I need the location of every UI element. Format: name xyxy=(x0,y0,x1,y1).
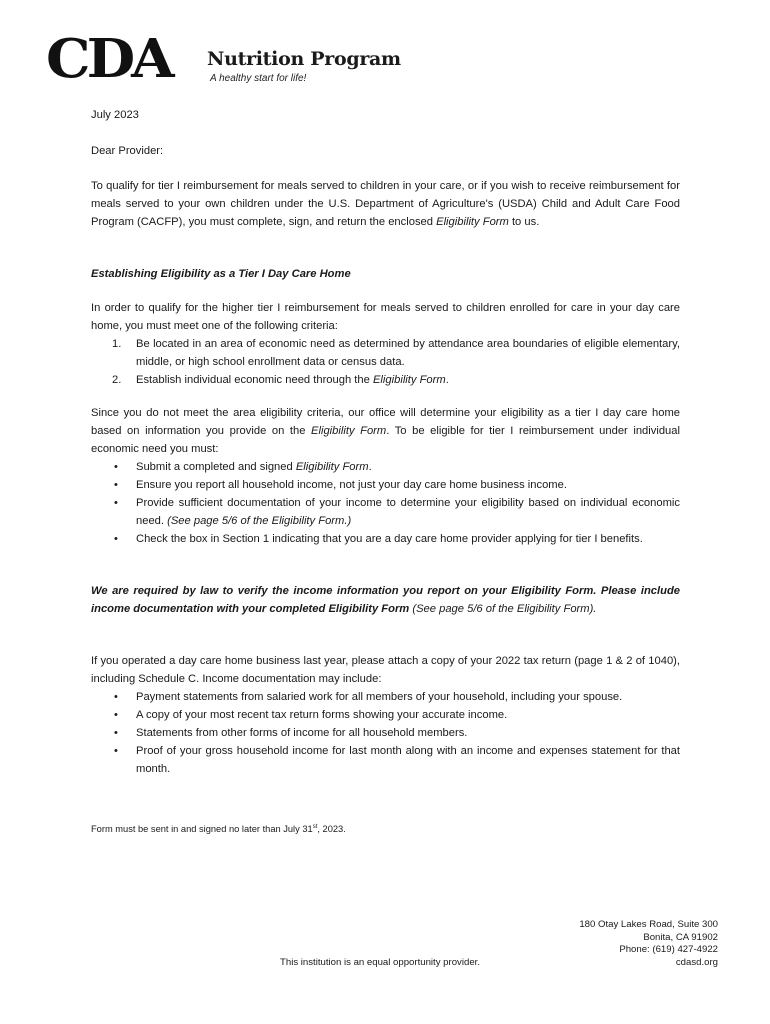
list-item: • A copy of your most recent tax return forms showing your accurate income. xyxy=(91,706,680,724)
website-link[interactable]: cdasd.org xyxy=(675,956,718,968)
list-item: • Proof of your gross household income for last month along with an income and expenses statement for that month. xyxy=(91,742,680,778)
footer-address xyxy=(579,919,718,969)
deadline-notice: Form must be sent in and signed no later than July 31st, 2023. xyxy=(91,824,346,835)
section-heading: Establishing Eligibility as a Tier I Day Care Home xyxy=(91,268,351,280)
list-item: • Provide sufficient documentation of your income to determine your eligibility based on individual economic need. (See page 5/6 of the Eligibility Form.) xyxy=(91,494,680,530)
list-item: • Check the box in Section 1 indicating that you are a day care home provider applying for tier I benefits. xyxy=(91,530,680,548)
bullet-icon: • xyxy=(114,709,118,721)
cda-logo xyxy=(46,27,191,91)
list-item: • Statements from other forms of income for all household members. xyxy=(91,724,680,742)
bullet-icon: • xyxy=(114,745,118,757)
criteria-section xyxy=(91,299,680,389)
program-header xyxy=(207,48,401,84)
intro-paragraph: To qualify for tier I reimbursement for meals served to children in your care, or if you wish to receive reimbursement for meals served to your own children under the U.S. Department of Agriculture's (USDA) Child and Adult Care Food Program (CACFP), you must complete, sign, and return the enclosed Eligibility Form to us. xyxy=(91,180,680,228)
determination-section: Since you do not meet the area eligibility criteria, our office will determine your eligibility as a tier I day care home based on information you provide on the Eligibility Form. To be eligible for tier I reimbursement under individual economic need you must: • Submit a completed and signed Eligibility Form. • Ensure you report all household income, not just your day care home business income. • Provide sufficient documentation of your income to determine your eligibility based on individual economic need. (See page 5/6 of the Eligibility Form.) • Check the box in Section 1 indicating that you are a day care home provider applying for tier I benefits. xyxy=(91,404,680,548)
program-title: Nutrition Program xyxy=(207,48,401,70)
program-tagline: A healthy start for life! xyxy=(210,73,307,84)
address-line1: 180 Otay Lakes Road, Suite 300 xyxy=(579,919,718,930)
equal-opportunity-statement: This institution is an equal opportunity provider. xyxy=(280,957,480,968)
list-item: 1. Be located in an area of economic need as determined by attendance area boundaries of eligible elementary, middle, or high school enrollment data or census data. xyxy=(112,338,680,368)
bullet-icon: • xyxy=(114,727,118,739)
logo-text: CDA xyxy=(46,27,171,91)
law-notice: We are required by law to verify the income information you report on your Eligibility Form. Please include income documentation with your completed Eligibility Form (See page 5/6 of the Eligibility Form). xyxy=(91,585,680,615)
list-item: • Ensure you report all household income, not just your day care home business income. xyxy=(91,476,680,494)
criteria-intro: In order to qualify for the higher tier I reimbursement for meals served to children enrolled for care in your day care home, you must meet one of the following criteria: xyxy=(91,302,680,332)
bullet-icon: • xyxy=(114,479,118,491)
letter-date: July 2023 xyxy=(91,109,139,121)
documentation-list xyxy=(91,688,680,778)
list-item: 2. Establish individual economic need through the Eligibility Form. xyxy=(112,374,449,386)
address-line2: Bonita, CA 91902 xyxy=(643,931,718,943)
phone-number: Phone: (619) 427-4922 xyxy=(619,944,718,955)
tax-documentation-section: If you operated a day care home business last year, please attach a copy of your 2022 tax return (page 1 & 2 of 1040), including Schedule C. Income documentation may include: • Payment statements from salaried work for all members of your household, including your spouse. • A copy of your most recent tax return forms showing your accurate income. • Statements from other forms of income for all household members. • Proof of your gross household income for last month along with an income and expenses statement for that month. xyxy=(91,652,680,778)
bullet-icon: • xyxy=(114,533,118,545)
eligibility-form-ref: Eligibility Form xyxy=(436,216,509,228)
list-item: • Submit a completed and signed Eligibility Form. xyxy=(91,458,680,476)
salutation: Dear Provider: xyxy=(91,145,164,157)
bullet-icon: • xyxy=(114,461,118,473)
bullet-icon: • xyxy=(114,497,118,509)
requirements-list xyxy=(91,458,680,548)
criteria-list xyxy=(91,335,680,389)
list-item: • Payment statements from salaried work for all members of your household, including your spouse. xyxy=(91,688,680,706)
bullet-icon: • xyxy=(114,691,118,703)
